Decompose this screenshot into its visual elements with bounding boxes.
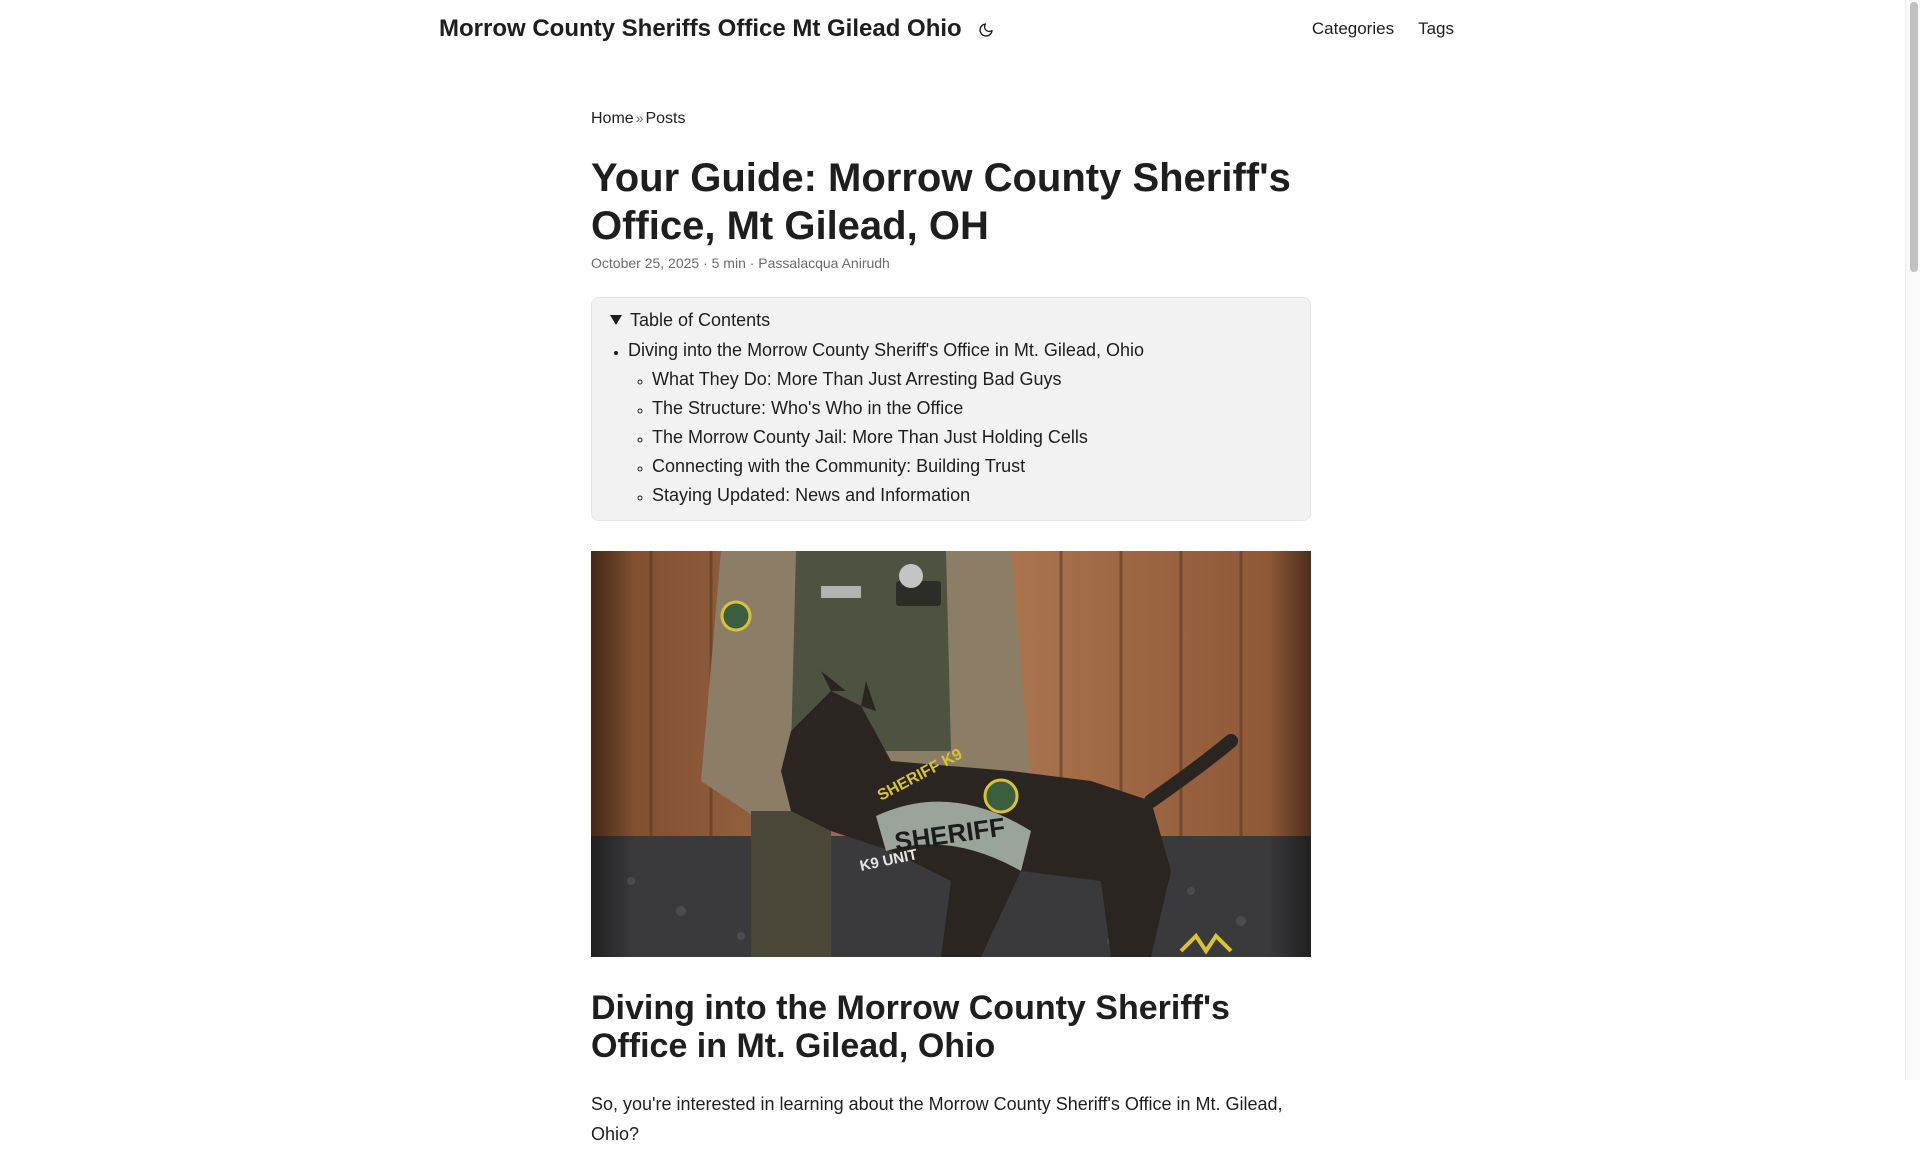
toc-link-structure[interactable]: The Structure: Who's Who in the Office	[652, 398, 964, 418]
categories-link[interactable]: Categories	[1311, 19, 1395, 38]
breadcrumb	[591, 110, 1311, 130]
toc-item	[628, 336, 1290, 510]
toc-link-updates[interactable]: Staying Updated: News and Information	[652, 485, 971, 505]
toc-subitem	[652, 394, 1290, 423]
main-content	[591, 110, 1311, 1149]
table-of-contents	[591, 297, 1311, 521]
cover-image	[591, 551, 1311, 957]
toc-link-what-they-do[interactable]: What They Do: More Than Just Arresting Bad Guys	[652, 369, 1062, 389]
toc-subitem	[652, 452, 1290, 481]
breadcrumb-posts-link[interactable]: Posts	[645, 110, 686, 127]
main-menu	[1312, 19, 1454, 39]
tags-link[interactable]: Tags	[1418, 19, 1454, 38]
post-meta: October 25, 2025 · 5 min · Passalacqua Anirudh	[591, 255, 890, 271]
intro-paragraph: So, you're interested in learning about the Morrow County Sheriff's Office in Mt. Gilead, Ohio?	[591, 1094, 1283, 1144]
toc-subitem	[652, 365, 1290, 394]
moon-icon[interactable]	[976, 18, 996, 42]
toc-link-diving[interactable]: Diving into the Morrow County Sheriff's Office in Mt. Gilead, Ohio	[628, 340, 1144, 360]
toc-link-community[interactable]: Connecting with the Community: Building Trust	[652, 456, 1026, 476]
page-title: Your Guide: Morrow County Sheriff's Office, Mt Gilead, OH	[591, 156, 1291, 248]
breadcrumb-home-link[interactable]: Home	[591, 110, 634, 127]
toc-toggle[interactable]	[608, 308, 1290, 332]
toc-link-jail[interactable]: The Morrow County Jail: More Than Just Holding Cells	[652, 427, 1088, 447]
menu-item-tags	[1418, 19, 1454, 39]
site-title-link[interactable]: Morrow County Sheriffs Office Mt Gilead Ohio	[439, 15, 962, 42]
scrollbar-thumb[interactable]	[1910, 2, 1918, 272]
triangle-down-icon	[610, 315, 622, 325]
breadcrumb-separator: »	[635, 110, 644, 126]
toc-sublist	[652, 365, 1290, 510]
section-heading: Diving into the Morrow County Sheriff's Office in Mt. Gilead, Ohio	[591, 989, 1230, 1065]
toc-subitem	[652, 481, 1290, 510]
menu-item-categories	[1312, 19, 1394, 39]
page-scrollbar[interactable]	[1905, 0, 1920, 1080]
toc-summary-label: Table of Contents	[630, 309, 771, 330]
toc-list	[628, 336, 1290, 510]
toc-subitem	[652, 423, 1290, 452]
site-header	[0, 0, 1905, 60]
